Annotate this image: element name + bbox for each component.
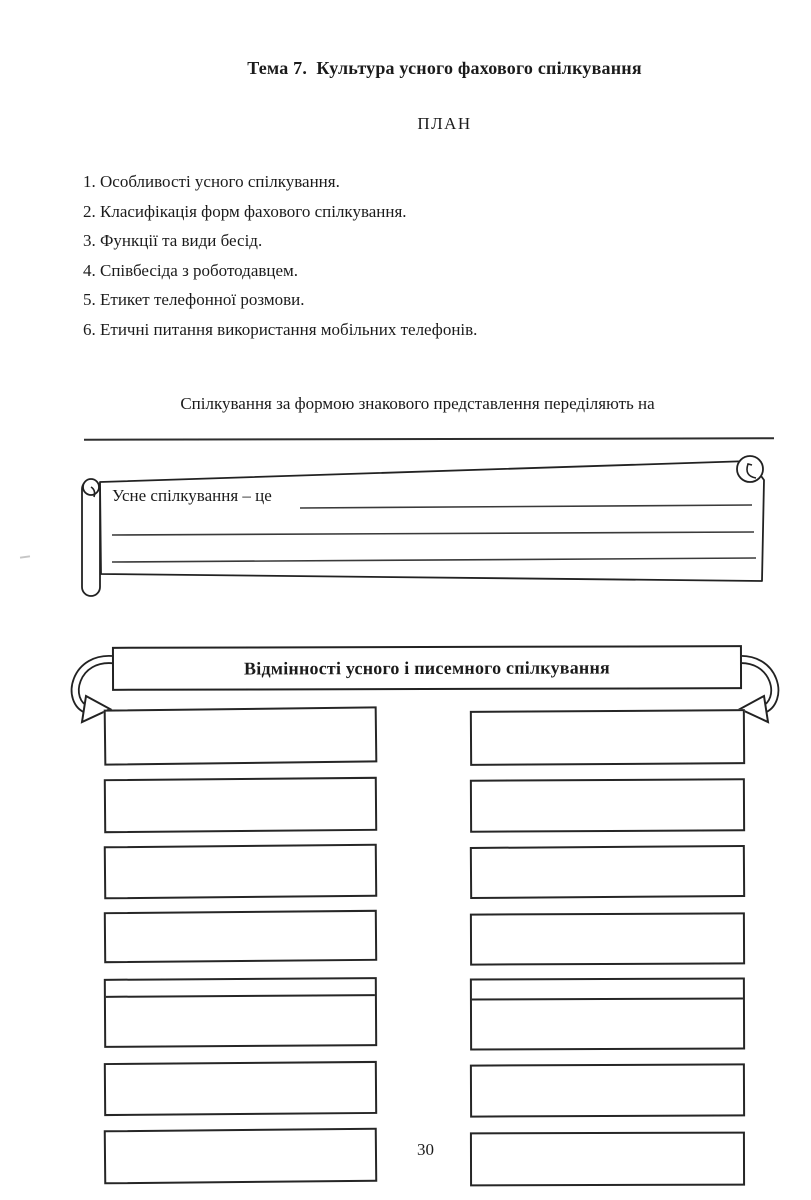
answer-box-right-5 [470,978,745,1051]
answer-box-left-2 [104,777,377,833]
plan-item-5: 5. Етикет телефонної розмови. [83,290,305,309]
scroll-prompt [112,486,272,506]
plan-item-3: 3. Функції та види бесід. [83,231,263,250]
answer-rule-line [84,437,774,440]
page-number: 30 [417,1140,434,1159]
diagram-heading-label: Відмінності усного і писемного спілкування [243,657,611,678]
plan-heading: ПЛАН [417,114,472,133]
answer-box-right-1 [470,709,745,766]
plan-item-1: 1. Особливості усного спілкування. [83,172,340,191]
lead-sentence: Спілкування за формою знакового представлення переділяють на [180,394,655,413]
plan-item-6: 6. Етичні питання використання мобільних телефонів. [83,319,478,339]
plan-list [83,167,743,344]
answer-box-right-3 [470,845,745,899]
answer-box-right-6 [470,1063,745,1117]
stray-scan-mark [20,555,30,558]
answer-box-right-4 [470,912,745,965]
answer-box-left-6 [104,1061,377,1116]
answer-box-left-1 [104,706,378,765]
diagram-heading-box [112,645,742,691]
answer-box-right-2 [470,778,745,832]
answer-box-left-3 [104,844,377,900]
plan-item-4: 4. Співбесіда з роботодавцем. [83,260,299,280]
plan-item-2: 2. Класифікація форм фахового спілкування. [83,201,407,221]
answer-box-left-7 [104,1128,378,1185]
answer-box-divider [106,979,375,998]
answer-box-right-7 [470,1132,745,1187]
scroll-banner [74,444,778,608]
answer-box-left-4 [104,910,377,963]
answer-box-left-5 [104,977,377,1048]
page-title: Тема 7. Культура усного фахового спілкування [247,58,642,78]
answer-box-divider [472,980,743,1001]
scroll-prompt-label: Усне спілкування – це [112,486,272,505]
